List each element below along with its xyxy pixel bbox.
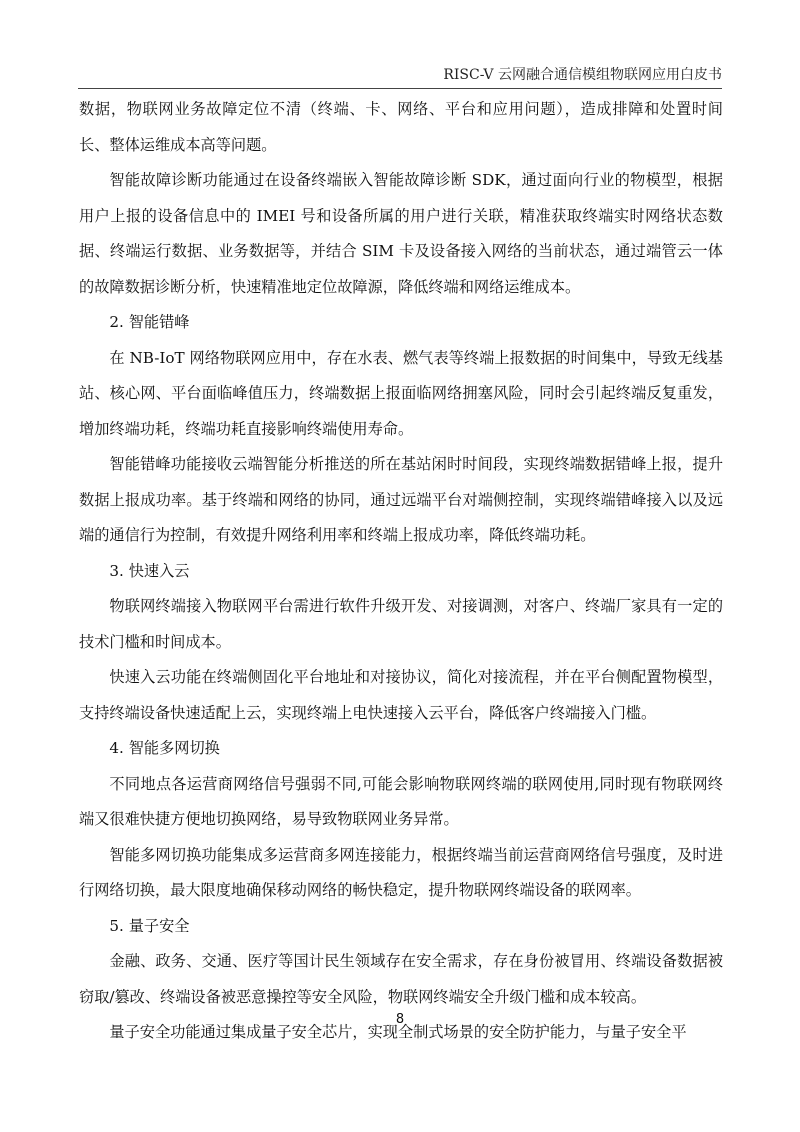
section-heading: 5. 量子安全 — [109, 916, 190, 935]
paragraph: 不同地点各运营商网络信号强弱不同,可能会影响物联网终端的联网使用,同时现有物联网终端又很难快捷方便地切换网络，易导致物联网业务异常。 — [79, 774, 723, 828]
page-number: 8 — [395, 1012, 405, 1027]
header-divider — [78, 88, 722, 89]
section-heading: 4. 智能多网切换 — [109, 739, 220, 757]
paragraph-continued: 数据，物联网业务故障定位不清（终端、卡、网络、平台和应用问题），造成排障和处置时间长、整体运维成本高等问题。 — [79, 100, 723, 154]
paragraph: 快速入云功能在终端侧固化平台地址和对接协议，简化对接流程，并在平台侧配置物模型，支持终端设备快速适配上云，实现终端上电快速接入云平台，降低客户终端接入门槛。 — [79, 668, 723, 722]
document-body — [79, 92, 723, 1051]
section-heading: 3. 快速入云 — [109, 561, 190, 580]
paragraph: 智能错峰功能接收云端智能分析推送的所在基站闲时时间段，实现终端数据错峰上报，提升数据上报成功率。基于终端和网络的协同，通过远端平台对端侧控制，实现终端错峰接入以及远端的通信行为控制，有效提升网络利用率和终端上报成功率，降低终端功耗。 — [79, 455, 723, 544]
paragraph: 金融、政务、交通、医疗等国计民生领域存在安全需求，存在身份被冒用、终端设备数据被窃取/篡改、终端设备被恶意操控等安全风险，物联网终端安全升级门槛和成本较高。 — [79, 952, 723, 1006]
running-header: RISC-V 云网融合通信模组物联网应用白皮书 — [443, 67, 722, 83]
paragraph: 智能多网切换功能集成多运营商多网连接能力，根据终端当前运营商网络信号强度，及时进行网络切换，最大限度地确保移动网络的畅快稳定，提升物联网终端设备的联网率。 — [79, 845, 723, 899]
paragraph: 量子安全功能通过集成量子安全芯片，实现全制式场景的安全防护能力，与量子安全平 — [109, 1023, 687, 1041]
paragraph: 智能故障诊断功能通过在设备终端嵌入智能故障诊断 SDK，通过面向行业的物模型，根据用户上报的设备信息中的 IMEI 号和设备所属的用户进行关联，精准获取终端实时网络状态数据、终端运行数据、业务数据等，并结合 SIM 卡及设备接入网络的当前状态，通过端管云一体的故障数据诊断分析，快速精准地定位故障源，降低终端和网络运维成本。 — [79, 171, 723, 296]
paragraph: 物联网终端接入物联网平台需进行软件升级开发、对接调测，对客户、终端厂家具有一定的技术门槛和时间成本。 — [79, 597, 723, 651]
paragraph: 在 NB-IoT 网络物联网应用中，存在水表、燃气表等终端上报数据的时间集中，导致无线基站、核心网、平台面临峰值压力，终端数据上报面临网络拥塞风险，同时会引起终端反复重发，增加终端功耗，终端功耗直接影响终端使用寿命。 — [79, 348, 723, 438]
section-heading: 2. 智能错峰 — [109, 313, 190, 331]
